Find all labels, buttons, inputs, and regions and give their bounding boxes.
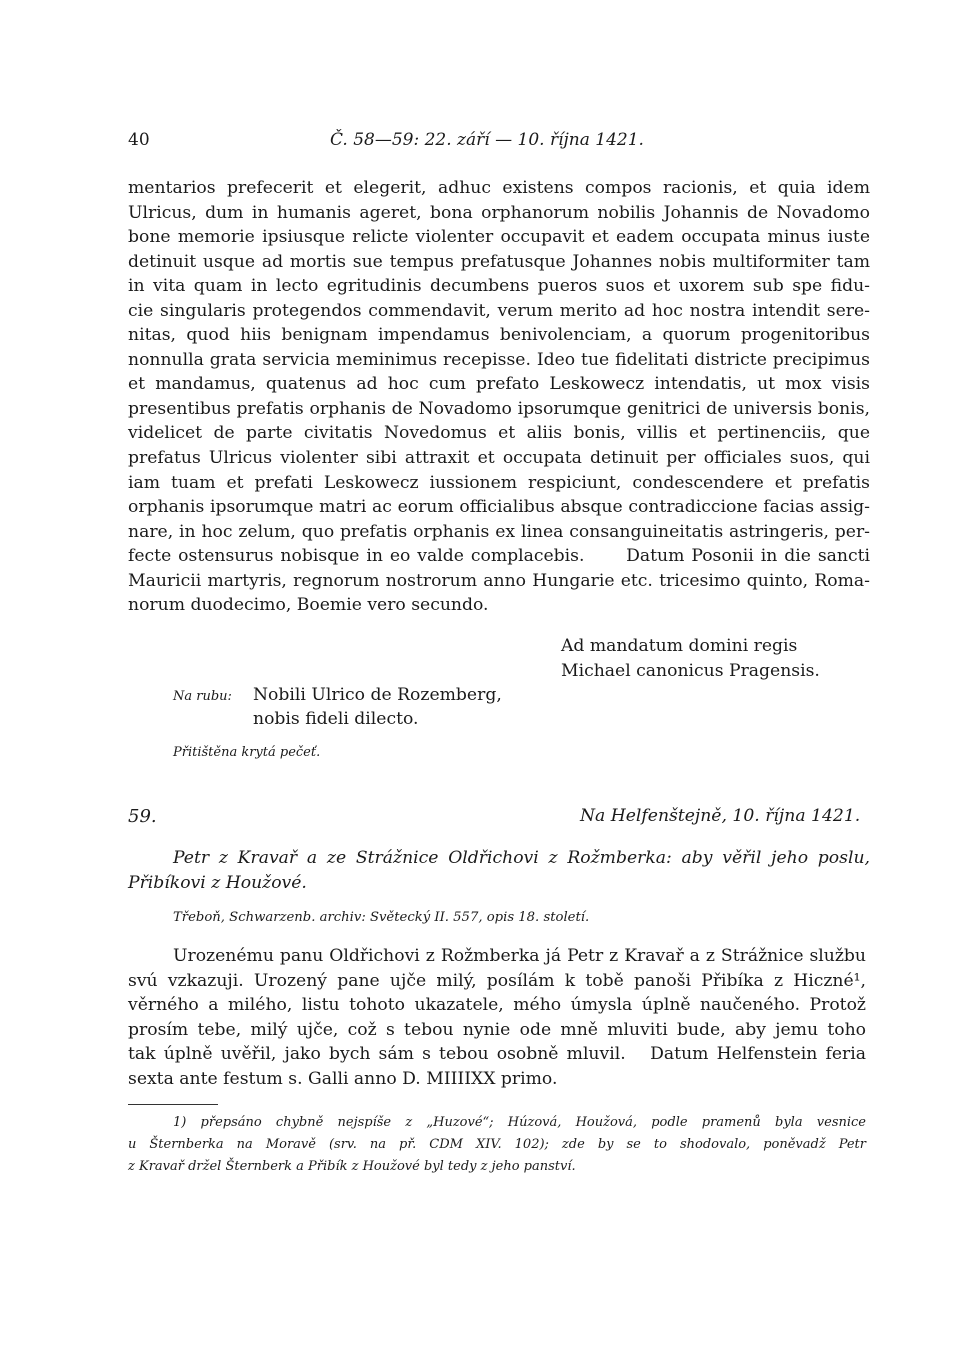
running-head: Č. 58—59: 22. září — 10. října 1421. [330,130,644,150]
text-line: nonnulla grata servicia meminimus recepisse. Ideo tue fidelitati districte precipimus [128,349,870,370]
document-number: 59. [128,806,157,827]
footnote-line: 1) přepsáno chybně nejspíše z „Huzové“; Húzová, Houžová, podle pramenů byla vesnice [173,1115,866,1130]
text-line: et mandamus, quatenus ad hoc cum prefato Leskowecz intendatis, ut mox visis [128,374,870,395]
text-line: norum duodecimo, Boemie vero secundo. [128,595,489,616]
text-line: mentarios prefecerit et elegerit, adhuc existens compos racionis, et quia idem [128,178,870,198]
text-line: in vita quam in lecto egritudinis decumbens pueros suos et uxorem sub spe fidu- [128,276,870,297]
text-line: tak úplně uvěřil, jako bych sám s tebou osobně mluvil. Datum Helfenstein feria [128,1044,866,1065]
page-number: 40 [128,130,150,150]
text-line: nitas, quod hiis benignam impendamus benivolenciam, a quorum progenitoribus [128,325,870,346]
text-line: bone memorie ipsiusque relicte violenter occupavit et eadem occupata minus iuste [128,227,870,248]
text-line: orphanis ipsorumque matri ac eorum officialibus absque contradiccione facias assig- [128,497,870,518]
text-line: videlicet de parte civitatis Novedomus et aliis bonis, villis et pertinenciis, que [128,423,870,444]
text-line: svú vzkazuji. Urozený pane ujče milý, posílám k tobě panoši Přibíka z Hiczné¹, [128,970,866,991]
endorsement-line: nobis fideli dilecto. [253,709,419,729]
document-58-body [128,176,870,618]
endorsement-line: Nobili Ulrico de Rozemberg, [253,685,502,705]
regest-line: Přibíkovi z Houžové. [128,872,307,893]
letter-body [128,944,866,1091]
endorsement-block [173,683,502,760]
footnote-line: z Kravař držel Šternberk a Přibík z Houžové byl tedy z jeho panství. [128,1159,576,1174]
footnote-line: u Šternberka na Moravě (srv. na př. CDM XIV. 102); zde by se to shodovalo, poněvadž Petr [128,1137,866,1152]
text-line: detinuit usque ad mortis sue tempus prefatusque Johannes nobis multiformiter tam [128,251,870,272]
text-line: sexta ante festum s. Galli anno D. MIIIIXX primo. [128,1068,558,1089]
text-line: fecte ostensurus nobisque in eo valde complacebis. Datum Posonii in die sancti [128,546,870,567]
text-line: cie singularis protegendos commendavit, verum merito ad hoc nostra intendit sere- [128,300,870,321]
source-note: Třeboň, Schwarzenb. archiv: Světecký II. 557, opis 18. století. [173,910,590,925]
place-date: Na Helfenštejně, 10. října 1421. [580,806,861,826]
text-line: prefatus Ulricus violenter sibi attraxit et occupata detinuit per officiales suos, qui [128,448,870,469]
signature-block [561,634,820,684]
footnote-rule [128,1104,218,1105]
footnote [128,1112,866,1178]
text-line: nare, in hoc zelum, quo prefatis orphanis ex linea consanguineitatis astringeris, per- [128,521,870,542]
text-line: Mauricii martyris, regnorum nostrorum anno Hungarie etc. tricesimo quinto, Roma- [128,570,870,591]
text-line: Ulricus, dum in humanis ageret, bona orphanorum nobilis Johannis de Novadomo [128,202,870,223]
regest [128,846,870,895]
signature-line: Ad mandatum domini regis [561,636,798,656]
text-line: prosím tebe, milý ujče, což s tebou nynie ode mně mluviti bude, aby jemu toho [128,1019,866,1040]
text-line: Urozenému panu Oldřichovi z Rožmberka já Petr z Kravař a z Strážnice službu [173,946,866,966]
signature-line: Michael canonicus Pragensis. [561,661,820,681]
text-line: věrného a milého, listu tohoto ukazatele, mého úmysla úplně naučeného. Protož [128,995,866,1016]
text-line: iam tuam et prefati Leskowecz iussionem respiciunt, condescendere et prefatis [128,472,870,493]
endorsement-label: Na rubu: [173,689,232,704]
regest-line: Petr z Kravař a ze Strážnice Oldřichovi z Rožmberka: aby věřil jeho poslu, [173,848,870,868]
seal-note: Přitištěna krytá pečeť. [173,745,321,760]
text-line: presentibus prefatis orphanis de Novadomo ipsorumque genitrici de universis bonis, [128,398,870,419]
